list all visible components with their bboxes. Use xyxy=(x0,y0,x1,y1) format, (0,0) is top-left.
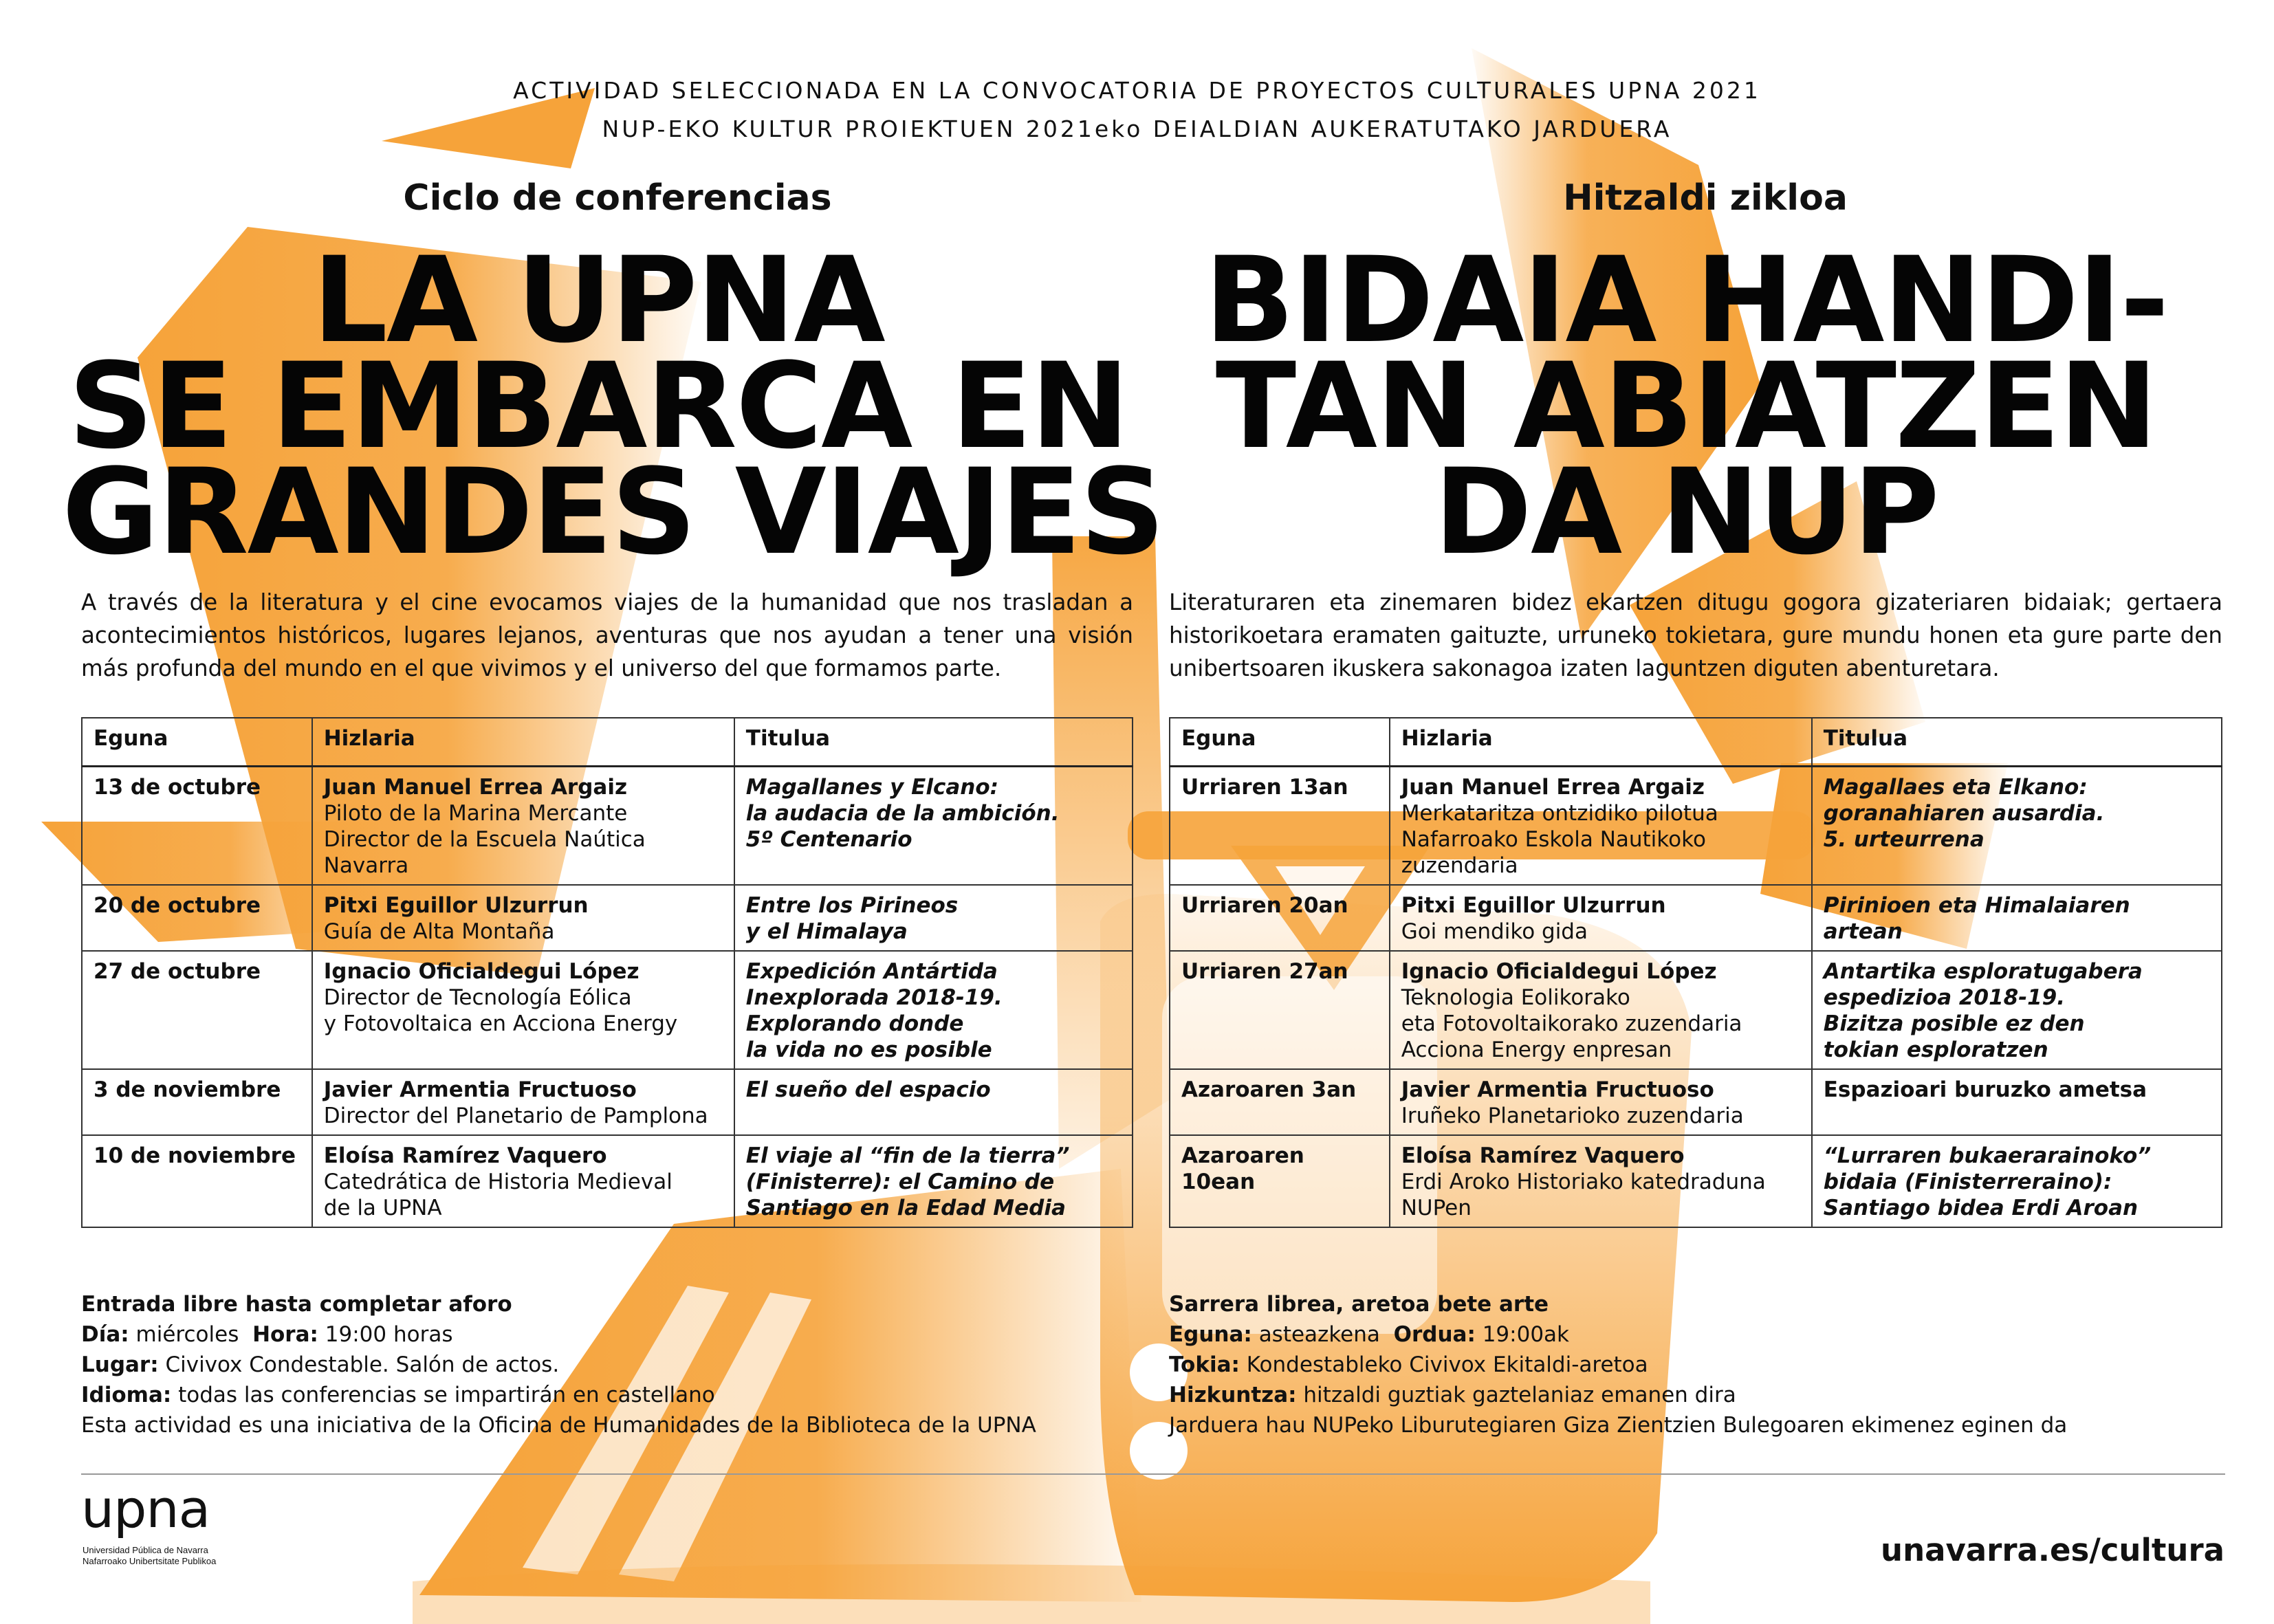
info-block-es xyxy=(81,1289,1154,1440)
speaker-role: Catedrática de Historia Medieval xyxy=(323,1170,673,1194)
talk-date: 13 de octubre xyxy=(94,775,261,800)
date-cell xyxy=(1170,885,1390,951)
time-value-eu: 19:00ak xyxy=(1482,1322,1569,1347)
talk-title: artean xyxy=(1823,919,1903,944)
speaker-name: Ignacio Oficialdegui López xyxy=(323,959,639,984)
talk-title-cell xyxy=(734,885,1133,951)
upna-logo: upna xyxy=(81,1478,210,1539)
talk-title: tokian esploratzen xyxy=(1823,1038,2048,1062)
speaker-name: Pitxi Eguillor Ulzurrun xyxy=(1401,893,1666,918)
date-cell xyxy=(82,1135,312,1227)
table-row xyxy=(1170,1135,2222,1227)
talk-title: El sueño del espacio xyxy=(745,1077,991,1102)
date-cell xyxy=(82,951,312,1069)
speaker-role: Goi mendiko gida xyxy=(1401,919,1588,944)
title-eu-line-3: DA NUP xyxy=(1434,443,1938,581)
column-header-title: Titulua xyxy=(734,718,1133,767)
talk-title: y el Himalaya xyxy=(745,919,908,944)
table-row xyxy=(1170,1069,2222,1135)
speaker-cell xyxy=(312,1069,734,1135)
speaker-role: Teknologia Eolikorako xyxy=(1401,985,1630,1010)
talk-date: Urriaren 27an xyxy=(1181,959,1348,984)
entry-note-es: Entrada libre hasta completar aforo xyxy=(81,1292,512,1317)
speaker-cell xyxy=(1390,1135,1812,1227)
table-row xyxy=(82,1135,1133,1227)
table-row xyxy=(82,1069,1133,1135)
talk-title: espedizioa 2018-19. xyxy=(1823,985,2065,1010)
speaker-name: Juan Manuel Errea Argaiz xyxy=(323,775,627,800)
date-cell xyxy=(1170,1135,1390,1227)
talk-title-cell xyxy=(734,1135,1133,1227)
table-row xyxy=(82,767,1133,886)
speaker-role: NUPen xyxy=(1401,1196,1472,1220)
speaker-cell xyxy=(1390,885,1812,951)
column-header-speaker: Hizlaria xyxy=(1390,718,1812,767)
talk-title-cell xyxy=(734,767,1133,886)
talk-title: 5º Centenario xyxy=(745,827,912,852)
talk-title: (Finisterre): el Camino de xyxy=(745,1170,1055,1194)
language-label-es: Idioma: xyxy=(81,1383,172,1407)
day-label-eu: Eguna: xyxy=(1169,1322,1252,1347)
talk-date: Urriaren 13an xyxy=(1181,775,1348,800)
talk-title: “Lurraren bukaerarainoko” xyxy=(1823,1143,2152,1168)
talk-title: Magallanes y Elcano: xyxy=(745,775,999,800)
talk-title: Expedición Antártida xyxy=(745,959,998,984)
talk-title: Magallaes eta Elkano: xyxy=(1823,775,2088,800)
schedule-table-es xyxy=(81,717,1133,1228)
place-value-eu: Kondestableko Civivox Ekitaldi-aretoa xyxy=(1246,1352,1648,1377)
speaker-name: Javier Armentia Fructuoso xyxy=(1401,1077,1714,1102)
talk-title: Explorando donde xyxy=(745,1011,964,1036)
day-label-es: Día: xyxy=(81,1322,129,1347)
speaker-role: Erdi Aroko Historiako katedraduna xyxy=(1401,1170,1766,1194)
speaker-name: Eloísa Ramírez Vaquero xyxy=(1401,1143,1685,1168)
talk-title: Antartika esploratugabera xyxy=(1823,959,2143,984)
table-row xyxy=(82,885,1133,951)
speaker-cell xyxy=(1390,951,1812,1069)
talk-title: 5. urteurrena xyxy=(1823,827,1985,852)
initiative-note-eu: Jarduera hau NUPeko Liburutegiaren Giza Zientzien Bulegoaren ekimenez eginen da xyxy=(1169,1413,2068,1438)
table-row xyxy=(1170,885,2222,951)
title-eu xyxy=(1150,231,2222,581)
speaker-name: Eloísa Ramírez Vaquero xyxy=(323,1143,607,1168)
title-eu-line-1: BIDAIA HANDI- xyxy=(1204,231,2168,369)
talk-date: 27 de octubre xyxy=(94,959,261,984)
subtitle-eu: Hitzaldi zikloa xyxy=(1563,177,1848,219)
talk-title: goranahiaren ausardia. xyxy=(1823,801,2105,826)
talk-date: 20 de octubre xyxy=(94,893,261,918)
talk-title: Bizitza posible ez den xyxy=(1823,1011,2085,1036)
title-eu-line-2: TAN ABIATZEN xyxy=(1215,337,2157,475)
schedule-table-eu xyxy=(1169,717,2222,1228)
talk-title: El viaje al “fin de la tierra” xyxy=(745,1143,1070,1168)
speaker-name: Juan Manuel Errea Argaiz xyxy=(1401,775,1705,800)
speaker-name: Pitxi Eguillor Ulzurrun xyxy=(323,893,589,918)
subtitle-es: Ciclo de conferencias xyxy=(403,177,832,219)
speaker-cell xyxy=(312,885,734,951)
speaker-role: Guía de Alta Montaña xyxy=(323,919,555,944)
title-es-line-2: SE EMBARCA EN xyxy=(68,337,1128,475)
place-value-es: Civivox Condestable. Salón de actos. xyxy=(165,1352,560,1377)
talk-title: Inexplorada 2018-19. xyxy=(745,985,1003,1010)
logo-subtitle-eu: Nafarroako Unibertsitate Publikoa xyxy=(83,1556,217,1566)
table-row xyxy=(82,951,1133,1069)
talk-title-cell xyxy=(734,951,1133,1069)
column-header-title: Titulua xyxy=(1812,718,2222,767)
speaker-cell xyxy=(1390,1069,1812,1135)
day-value-es: miércoles xyxy=(135,1322,239,1347)
date-cell xyxy=(82,767,312,886)
talk-title-cell xyxy=(734,1069,1133,1135)
date-cell xyxy=(1170,1069,1390,1135)
speaker-cell xyxy=(312,1135,734,1227)
place-label-eu: Tokia: xyxy=(1169,1352,1240,1377)
talk-title: Espazioari buruzko ametsa xyxy=(1823,1077,2147,1102)
speaker-role: Director de la Escuela Naútica xyxy=(323,827,646,852)
talk-title: la audacia de la ambición. xyxy=(745,801,1060,826)
info-block-eu xyxy=(1169,1289,2242,1440)
time-value-es: 19:00 horas xyxy=(325,1322,453,1347)
talk-date: Urriaren 20an xyxy=(1181,893,1348,918)
language-value-eu: hitzaldi guztiak gaztelaniaz emanen dira xyxy=(1303,1383,1736,1407)
talk-date: Azaroaren 10ean xyxy=(1181,1143,1304,1194)
talk-title: la vida no es posible xyxy=(745,1038,992,1062)
header-line-es: ACTIVIDAD SELECCIONADA EN LA CONVOCATORIA DE PROYECTOS CULTURALES UPNA 2021 xyxy=(513,77,1761,104)
speaker-role: Merkataritza ontzidiko pilotua xyxy=(1401,801,1718,826)
talk-title: Entre los Pirineos xyxy=(745,893,959,918)
footer-divider xyxy=(81,1473,2225,1475)
entry-note-eu: Sarrera librea, aretoa bete arte xyxy=(1169,1292,1549,1317)
title-es-line-3: GRANDES VIAJES xyxy=(62,443,1164,581)
column-header-speaker: Hizlaria xyxy=(312,718,734,767)
place-label-es: Lugar: xyxy=(81,1352,159,1377)
day-time-es xyxy=(81,1319,1154,1350)
language-eu xyxy=(1169,1380,2242,1410)
talk-title: Pirinioen eta Himalaiaren xyxy=(1823,893,2130,918)
speaker-role: Navarra xyxy=(323,853,409,878)
talk-title-cell xyxy=(1812,885,2222,951)
speaker-role: zuzendaria xyxy=(1401,853,1518,878)
language-value-es: todas las conferencias se impartirán en castellano xyxy=(178,1383,715,1407)
intro-es: A través de la literatura y el cine evocamos viajes de la humanidad que nos trasladan a acontecimientos históricos, lugares lejanos, aventuras que nos ayudan a tener una visión más profunda del mundo en el que vivimos y el universo del que formamos parte. xyxy=(81,589,1133,681)
table-row xyxy=(1170,767,2222,886)
speaker-cell xyxy=(1390,767,1812,886)
talk-title-cell xyxy=(1812,767,2222,886)
talk-title-cell xyxy=(1812,1069,2222,1135)
speaker-role: Nafarroako Eskola Nautikoko xyxy=(1401,827,1706,852)
speaker-cell xyxy=(312,767,734,886)
initiative-note-es: Esta actividad es una iniciativa de la Oficina de Humanidades de la Biblioteca de la UPNA xyxy=(81,1413,1036,1438)
talk-date: Azaroaren 3an xyxy=(1181,1077,1357,1102)
speaker-role: Iruñeko Planetarioko zuzendaria xyxy=(1401,1104,1744,1128)
title-es-line-1: LA UPNA xyxy=(312,231,884,369)
speaker-role: de la UPNA xyxy=(323,1196,442,1220)
place-eu xyxy=(1169,1350,2242,1380)
day-value-eu: asteazkena xyxy=(1258,1322,1380,1347)
talk-title: bidaia (Finisterreraino): xyxy=(1823,1170,2112,1194)
date-cell xyxy=(1170,951,1390,1069)
time-label-eu: Ordua: xyxy=(1393,1322,1476,1347)
website-link[interactable]: unavarra.es/cultura xyxy=(1881,1532,2224,1568)
talk-date: 3 de noviembre xyxy=(94,1077,281,1102)
talk-title-cell xyxy=(1812,1135,2222,1227)
column-header-date: Eguna xyxy=(82,718,312,767)
talk-title: Santiago bidea Erdi Aroan xyxy=(1823,1196,2139,1220)
talk-date: 10 de noviembre xyxy=(94,1143,296,1168)
speaker-name: Ignacio Oficialdegui López xyxy=(1401,959,1717,984)
date-cell xyxy=(82,885,312,951)
language-es xyxy=(81,1380,1154,1410)
talk-title: Santiago en la Edad Media xyxy=(745,1196,1066,1220)
place-es xyxy=(81,1350,1154,1380)
speaker-role: Piloto de la Marina Mercante xyxy=(323,801,628,826)
logo-subtitle-es: Universidad Pública de Navarra xyxy=(83,1545,208,1555)
column-header-date: Eguna xyxy=(1170,718,1390,767)
header-line-eu: NUP-EKO KULTUR PROIEKTUEN 2021eko DEIALDIAN AUKERATUTAKO JARDUERA xyxy=(602,116,1672,142)
speaker-role: Acciona Energy enpresan xyxy=(1401,1038,1672,1062)
intro-eu: Literaturaren eta zinemaren bidez ekartzen ditugu gogora gizateriaren bidaiak; gertaera historikoetara eramaten gaituzte, urruneko tokietara, gure mundu honen eta gure parte den unibertsoaren ikuskera sakonagoa izaten laguntzen diguten abenturetara. xyxy=(1169,589,2222,681)
speaker-role: Director del Planetario de Pamplona xyxy=(323,1104,708,1128)
talk-title-cell xyxy=(1812,951,2222,1069)
speaker-role: eta Fotovoltaikorako zuzendaria xyxy=(1401,1011,1742,1036)
time-label-es: Hora: xyxy=(252,1322,318,1347)
language-label-eu: Hizkuntza: xyxy=(1169,1383,1297,1407)
date-cell xyxy=(82,1069,312,1135)
table-row xyxy=(1170,951,2222,1069)
date-cell xyxy=(1170,767,1390,886)
title-es xyxy=(62,231,1164,581)
speaker-cell xyxy=(312,951,734,1069)
day-time-eu xyxy=(1169,1319,2242,1350)
speaker-role: Director de Tecnología Eólica xyxy=(323,985,632,1010)
speaker-role: y Fotovoltaica en Acciona Energy xyxy=(323,1011,678,1036)
speaker-name: Javier Armentia Fructuoso xyxy=(323,1077,637,1102)
